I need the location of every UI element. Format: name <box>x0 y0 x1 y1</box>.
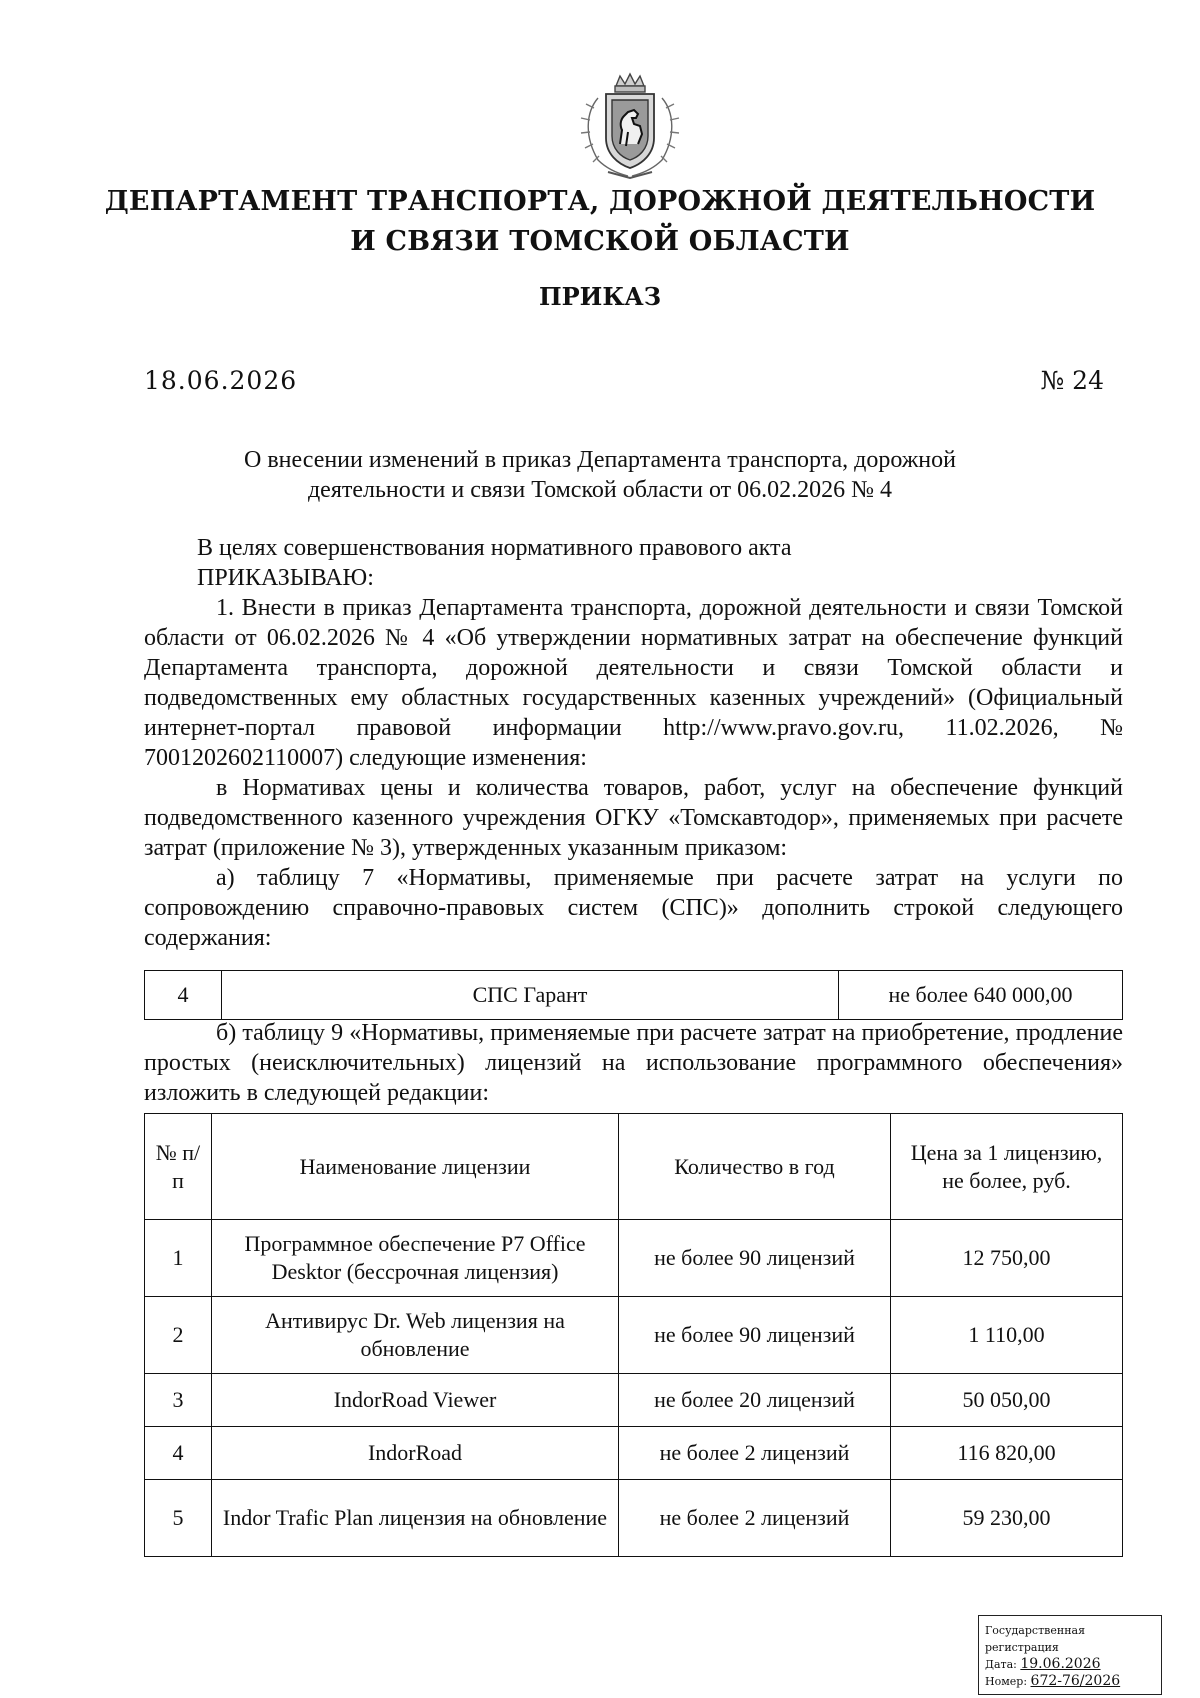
item-1-paragraph: 1. Внести в приказ Департамента транспорта, дорожной деятельности и связи Томской области от 06.02.2026 № 4 «Об утверждении нормативных затрат на обеспечение функций Департамента транспорта, дорожной деятельности и связи Томской области и подведомственных ему областных государственных казенных учреждений» (Официальный интернет-портал правовой информации http://www.pravo.gov.ru, 11.02.2026, № 7001202602110007) следующие изменения: <box>144 595 1123 771</box>
point-b-block <box>144 1018 1123 1108</box>
row-price: 50 050,00 <box>891 1374 1123 1427</box>
row-price: 1 110,00 <box>891 1297 1123 1374</box>
registration-stamp <box>978 1615 1162 1695</box>
table-row <box>145 1220 1123 1297</box>
norms-intro-paragraph: в Нормативах цены и количества товаров, работ, услуг на обеспечение функций подведомственного казенного учреждения ОГКУ «Томскавтодор», применяемых при расчете затрат (приложение № 3), утвержденных указанным приказом: <box>144 775 1123 861</box>
row-price: 12 750,00 <box>891 1220 1123 1297</box>
row-name: Программное обеспечение Р7 Office Desktor (бессрочная лицензия) <box>212 1220 619 1297</box>
header-qty: Количество в год <box>619 1114 891 1220</box>
purpose-paragraph: В целях совершенствования нормативного правового акта <box>197 535 792 561</box>
table7-cell-name: СПС Гарант <box>222 971 839 1020</box>
document-subject <box>170 445 1030 505</box>
order-body <box>144 533 1123 953</box>
row-name: IndorRoad Viewer <box>212 1374 619 1427</box>
document-date: 18.06.2026 <box>144 366 298 395</box>
row-name: IndorRoad <box>212 1427 619 1480</box>
row-price: 59 230,00 <box>891 1480 1123 1557</box>
coat-of-arms-emblem <box>568 72 692 180</box>
stamp-date-label: Дата: <box>985 1658 1017 1671</box>
table-row <box>145 1297 1123 1374</box>
row-qty: не более 90 лицензий <box>619 1297 891 1374</box>
row-name: Indor Trafic Plan лицензия на обновление <box>212 1480 619 1557</box>
header-no: № п/п <box>145 1114 212 1220</box>
stamp-title: Государственная регистрация <box>985 1624 1086 1654</box>
table7-cell-no: 4 <box>145 971 222 1020</box>
document-type: ПРИКАЗ <box>538 282 662 311</box>
stamp-number-label: Номер: <box>985 1675 1028 1688</box>
row-qty: не более 90 лицензий <box>619 1220 891 1297</box>
stamp-date-value: 19.06.2026 <box>1020 1656 1101 1672</box>
stamp-date-line <box>985 1656 1155 1673</box>
document-number: № 24 <box>1040 366 1104 395</box>
row-no: 4 <box>145 1427 212 1480</box>
point-a-paragraph: а) таблицу 7 «Нормативы, применяемые при расчете затрат на услуги по сопровождению справочно-правовых систем (СПС)» дополнить строкой следующего содержания: <box>144 865 1123 951</box>
table-row <box>145 1427 1123 1480</box>
row-name: Антивирус Dr. Web лицензия на обновление <box>212 1297 619 1374</box>
order-word: ПРИКАЗЫВАЮ: <box>197 565 374 591</box>
table-header-row <box>145 1114 1123 1220</box>
stamp-number-value: 672-76/2026 <box>1030 1673 1121 1689</box>
stamp-number-line <box>985 1673 1155 1690</box>
header-name: Наименование лицензии <box>212 1114 619 1220</box>
row-qty: не более 2 лицензий <box>619 1480 891 1557</box>
row-no: 5 <box>145 1480 212 1557</box>
row-no: 2 <box>145 1297 212 1374</box>
table-row <box>145 971 1123 1020</box>
point-b-paragraph: б) таблицу 9 «Нормативы, применяемые при расчете затрат на приобретение, продление простых (неисключительных) лицензий на использование программного обеспечения» изложить в следующей редакции: <box>144 1020 1123 1106</box>
row-no: 3 <box>145 1374 212 1427</box>
subject-line2: деятельности и связи Томской области от 06.02.2026 № 4 <box>307 477 893 503</box>
table-9-licenses <box>144 1113 1123 1557</box>
organization-name <box>0 182 1200 262</box>
row-no: 1 <box>145 1220 212 1297</box>
table-7-addition <box>144 970 1123 1020</box>
subject-line1: О внесении изменений в приказ Департамента транспорта, дорожной <box>243 447 956 473</box>
table-row <box>145 1480 1123 1557</box>
row-qty: не более 20 лицензий <box>619 1374 891 1427</box>
organization-name-line1: ДЕПАРТАМЕНТ ТРАНСПОРТА, ДОРОЖНОЙ ДЕЯТЕЛЬНОСТИ <box>104 186 1096 217</box>
header-price: Цена за 1 лицензию, не более, руб. <box>891 1114 1123 1220</box>
row-price: 116 820,00 <box>891 1427 1123 1480</box>
table7-cell-price: не более 640 000,00 <box>839 971 1123 1020</box>
table-row <box>145 1374 1123 1427</box>
row-qty: не более 2 лицензий <box>619 1427 891 1480</box>
organization-name-line2: И СВЯЗИ ТОМСКОЙ ОБЛАСТИ <box>350 226 850 257</box>
